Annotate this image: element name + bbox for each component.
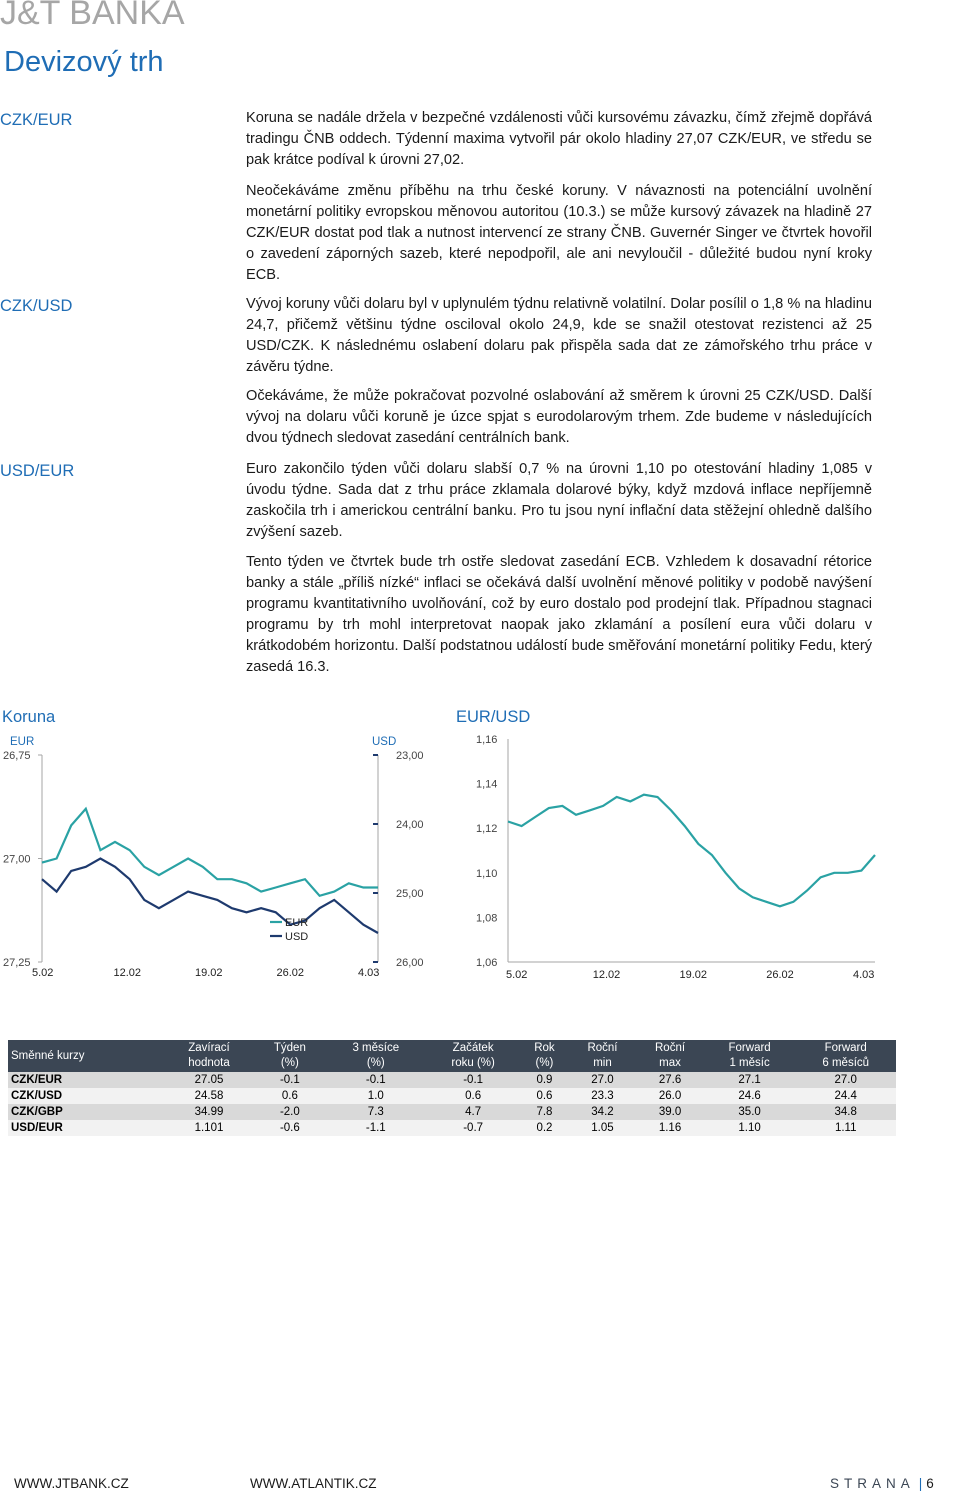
- table-cell: 27.6: [636, 1072, 704, 1088]
- table-cell: 34.2: [569, 1104, 637, 1120]
- paragraph: Neočekáváme změnu příběhu na trhu české koruny. V návaznosti na potenciální uvolnění monetární politiky evropskou měnovou autoritou (10.3.) se může kursový závazek na hladině 27 CZK/EUR dostat pod tlak a nutnost intervencí ze strany ČNB. Guvernér Singer ve čtvrtek hovořil o zavedení záporných sazeb, které nepodpořil, ale ani nevyloučil - důležité budou nyní kroky ECB.: [246, 183, 872, 283]
- table-cell: 23.3: [569, 1088, 637, 1104]
- table-header-cell: Roční min: [569, 1040, 637, 1072]
- x-tick-label: 4.03: [358, 967, 380, 979]
- x-tick-label: 19.02: [195, 967, 223, 979]
- y-tick-label: 1,10: [476, 867, 498, 880]
- table-cell: 24.6: [704, 1088, 796, 1104]
- table-header-cell: Roční max: [636, 1040, 704, 1072]
- footer-web-atlantik[interactable]: WWW.ATLANTIK.CZ: [250, 1476, 377, 1491]
- table-cell: 39.0: [636, 1104, 704, 1120]
- paragraph: Očekáváme, že může pokračovat pozvolné oslabování až směrem k úrovni 25 CZK/USD. Další vývoj na dolaru vůči koruně je úzce spjat s eurodolarovým trhem. Zde budeme v následujících dvou týdnech sledovat zasedání centrálních bank.: [246, 388, 872, 446]
- table-header-cell: Začátek roku (%): [426, 1040, 520, 1072]
- y-tick-label: 1,08: [476, 912, 498, 925]
- table-row: [8, 1072, 896, 1088]
- x-tick-label: 12.02: [113, 967, 142, 979]
- paragraph: Tento týden ve čtvrtek bude trh ostře sledovat zasedání ECB. Vzhledem k dosavadní rétorice banky a stále „příliš nízké“ inflaci se očekává další uvolnění měnové politiky v podobě navýšení programu kvantitativního uvolňování, což by euro dostalo pod prodejní tlak. Případnou stagnaci programu by trh mohl interpretovat naopak jako zklamání a posílení eura vůči dolaru v krátkodobém horizontu. Další podstatnou událostí bude směřování monetární politiky Fedu, který zasedá 16.3.: [246, 554, 872, 675]
- table-cell: 0.6: [254, 1088, 325, 1104]
- table-cell: 0.2: [520, 1120, 569, 1136]
- left-tick-label: 27,25: [3, 957, 31, 969]
- left-tick-label: 27,00: [3, 853, 31, 866]
- paragraph: Vývoj koruny vůči dolaru byl v uplynulém týdnu relativně volatilní. Dolar posílil o 1,8 % na hladinu 24,7, přičemž většinu týdne osciloval okolo 24,9, kde se snažil otestovat rezistenci až 25 USD/CZK. K následnému oslabení dolaru pak přispěla sada dat ze zámořského trhu práce v závěru týdne.: [246, 296, 872, 375]
- y-tick-label: 1,06: [476, 957, 498, 969]
- table-cell: 35.0: [704, 1104, 796, 1120]
- legend-label: EUR: [285, 917, 309, 929]
- table-row: [8, 1104, 896, 1120]
- series-line-eur: [42, 809, 378, 896]
- right-tick-label: 26,00: [396, 957, 424, 969]
- paragraph: Euro zakončilo týden vůči dolaru slabší 0,7 % na úrovni 1,10 po otestování hladiny 1,085 v úvodu týdne. Sada dat z trhu práce zklamala dolarové býky, když mzdová inflace nepříjemně zaskočila trh i americkou centrální banku. Pro tu jsou nyní inflační data stěžejní ohledně dalšího zvýšení sazeb.: [246, 461, 872, 540]
- table-cell: 7.3: [326, 1104, 427, 1120]
- table-cell: -0.6: [254, 1120, 325, 1136]
- table-cell: 27.1: [704, 1072, 796, 1088]
- x-tick-label: 5.02: [506, 969, 528, 981]
- row-label: CZK/EUR: [8, 1072, 164, 1088]
- row-label: CZK/USD: [8, 1088, 164, 1104]
- section-label-czk-usd: CZK/USD: [0, 297, 73, 315]
- chart-title-koruna: Koruna: [2, 708, 56, 726]
- bank-logo: J&T BANKA: [0, 0, 185, 32]
- right-tick-label: 25,00: [396, 888, 424, 900]
- table-cell: 24.58: [164, 1088, 254, 1104]
- table-cell: 1.0: [326, 1088, 427, 1104]
- table-cell: 27.05: [164, 1072, 254, 1088]
- left-tick-label: 26,75: [3, 750, 31, 762]
- table-row: [8, 1120, 896, 1136]
- table-cell: -0.1: [426, 1072, 520, 1088]
- page-title: Devizový trh: [4, 46, 164, 78]
- table-cell: -1.1: [326, 1120, 427, 1136]
- table-cell: 34.99: [164, 1104, 254, 1120]
- right-axis-label: USD: [372, 736, 397, 748]
- page-number: 6: [926, 1476, 934, 1491]
- page-label: STRANA: [830, 1476, 915, 1491]
- footer-page: [830, 1476, 934, 1491]
- table-cell: 34.8: [795, 1104, 896, 1120]
- table-cell: -2.0: [254, 1104, 325, 1120]
- page-separator: |: [918, 1476, 923, 1491]
- right-tick-label: 24,00: [396, 819, 424, 831]
- table-header-cell: Zavírací hodnota: [164, 1040, 254, 1072]
- paragraph: Koruna se nadále držela v bezpečné vzdálenosti vůči kursovému závazku, čímž zřejmě dopřává tradingu ČNB oddech. Týdenní maxima vytvořil pár okolo hladiny 27,07 CZK/EUR, ve středu se pak krátce podíval k úrovni 27,02.: [246, 110, 872, 168]
- x-tick-label: 19.02: [679, 969, 708, 981]
- table-cell: 1.11: [795, 1120, 896, 1136]
- table-row: [8, 1088, 896, 1104]
- table-cell: 26.0: [636, 1088, 704, 1104]
- y-tick-label: 1,12: [476, 823, 498, 836]
- table-cell: 27.0: [569, 1072, 637, 1088]
- table-cell: -0.1: [326, 1072, 427, 1088]
- x-tick-label: 4.03: [853, 969, 875, 981]
- table-cell: 4.7: [426, 1104, 520, 1120]
- x-tick-label: 26.02: [766, 969, 794, 981]
- y-tick-label: 1,14: [476, 778, 498, 791]
- table-header-cell: Forward 1 měsíc: [704, 1040, 796, 1072]
- series-line-eurusd: [508, 795, 875, 907]
- x-tick-label: 26.02: [276, 967, 305, 979]
- x-tick-label: 12.02: [592, 969, 621, 981]
- table-cell: 1.16: [636, 1120, 704, 1136]
- table-cell: 0.6: [520, 1088, 569, 1104]
- table-cell: 7.8: [520, 1104, 569, 1120]
- footer-web-jtbank[interactable]: WWW.JTBANK.CZ: [14, 1476, 129, 1491]
- series-line-usd: [42, 859, 378, 934]
- table-cell: 1.05: [569, 1120, 637, 1136]
- chart-title-eurusd: EUR/USD: [456, 708, 531, 726]
- table-cell: 1.101: [164, 1120, 254, 1136]
- row-label: CZK/GBP: [8, 1104, 164, 1120]
- y-tick-label: 1,16: [476, 734, 498, 746]
- row-label: USD/EUR: [8, 1120, 164, 1136]
- table-cell: 0.6: [426, 1088, 520, 1104]
- exchange-rates-table: [8, 1040, 896, 1136]
- table-cell: -0.1: [254, 1072, 325, 1088]
- table-cell: 0.9: [520, 1072, 569, 1088]
- table-header-cell: Rok (%): [520, 1040, 569, 1072]
- legend-label: USD: [285, 931, 309, 943]
- table-header-cell: Týden (%): [254, 1040, 325, 1072]
- table-cell: -0.7: [426, 1120, 520, 1136]
- section-label-czk-eur: CZK/EUR: [0, 111, 73, 129]
- table-header-cell: Směnné kurzy: [8, 1040, 164, 1072]
- table-cell: 1.10: [704, 1120, 796, 1136]
- table-cell: 27.0: [795, 1072, 896, 1088]
- table-header-cell: 3 měsíce (%): [326, 1040, 427, 1072]
- koruna-chart: [0, 730, 440, 985]
- right-tick-label: 23,00: [396, 750, 424, 762]
- eurusd-chart: [450, 730, 900, 985]
- table-header-cell: Forward 6 měsíců: [795, 1040, 896, 1072]
- section-label-usd-eur: USD/EUR: [0, 462, 75, 480]
- table-cell: 24.4: [795, 1088, 896, 1104]
- left-axis-label: EUR: [10, 736, 35, 748]
- x-tick-label: 5.02: [32, 967, 54, 979]
